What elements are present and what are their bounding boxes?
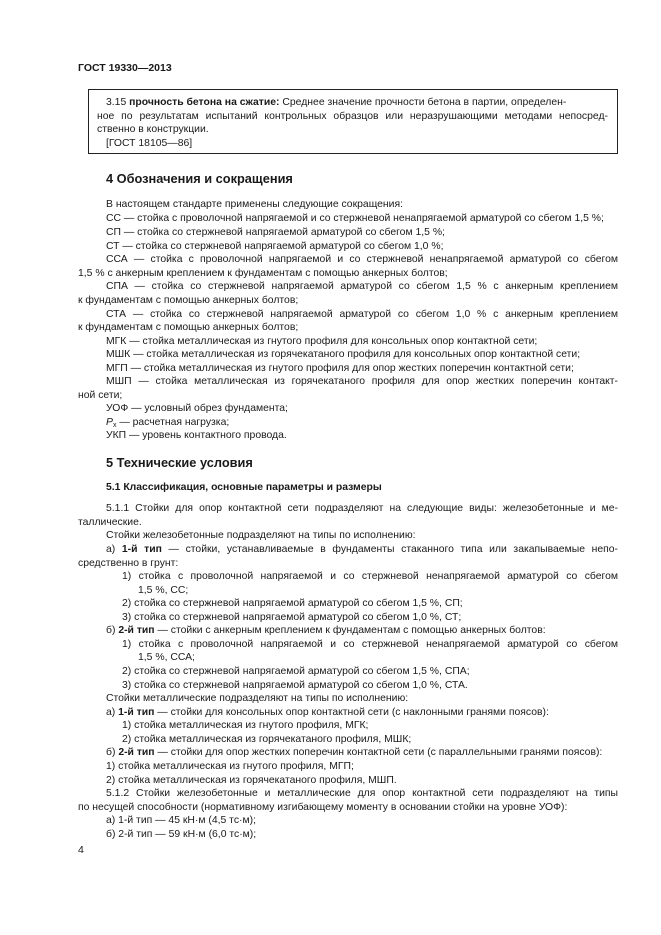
- abbr-item: МГК — стойка металлическая из гнутого профиля для консольных опор контактной сети;: [106, 336, 538, 347]
- abbr-item: СТ — стойка со стержневой напрягаемой арматурой со сбегом 1,0 %;: [106, 241, 444, 252]
- abbr-item: МШП — стойка металлическая из горячекатаного профиля для опор жестких поперечин контакт-: [106, 376, 618, 387]
- document-header: ГОСТ 19330—2013: [78, 62, 172, 74]
- definition-line-1: 3.15 прочность бетона на сжатие: Среднее значение прочности бетона в партии, определен-: [106, 97, 567, 108]
- list-item-a: а) 1-й тип — стойки для консольных опор контактной сети (с наклонными гранями поясов):: [106, 707, 549, 718]
- definition-line-3: ственно в конструкции.: [97, 124, 209, 135]
- definition-reference: [ГОСТ 18105—86]: [106, 138, 193, 149]
- list-item-b: б) 2-й тип — стойки для опор жестких поперечин контактной сети (с параллельными гранями поясов):: [106, 747, 603, 758]
- abbr-item: СТА — стойка со стержневой напрягаемой арматурой со сбегом 1,0 % с анкерным креплением: [106, 309, 618, 320]
- abbr-item: СС — стойка с проволочной напрягаемой и со стержневой ненапрягаемой арматурой со сбегом 1,5 %;: [106, 213, 604, 224]
- type-item: а) 1-й тип — 45 кН·м (4,5 тс·м);: [106, 815, 256, 826]
- list-item-b: б) 2-й тип — стойки с анкерным креплением к фундаментам с помощью анкерных болтов:: [106, 625, 546, 636]
- sub-list-item-cont: 1,5 %, СС;: [138, 585, 189, 596]
- paragraph-line: таллические.: [78, 517, 142, 528]
- abbr-item-cont: 1,5 % с анкерным креплением к фундаментам с помощью анкерных болтов;: [78, 268, 448, 279]
- abbr-item-px: $P_x$ — расчетная нагрузка;: [106, 417, 230, 429]
- sub-list-item: 2) стойка металлическая из горячекатаного профиля, МШК;: [122, 734, 412, 745]
- sub-list-item: 2) стойка металлическая из горячекатаного профиля, МШП.: [106, 775, 397, 786]
- paragraph-line: по несущей способности (нормативному изгибающему моменту в основании стойки на уровне УОФ):: [78, 802, 568, 813]
- section-5-title: 5 Технические условия: [106, 455, 253, 470]
- type-item: б) 2-й тип — 59 кН·м (6,0 тс·м);: [106, 829, 257, 840]
- sub-list-item: 2) стойка со стержневой напрягаемой арматурой со сбегом 1,5 %, СП;: [122, 598, 463, 609]
- sub-list-item: 3) стойка со стержневой напрягаемой арматурой со сбегом 1,0 %, СТА.: [122, 680, 468, 691]
- paragraph-line: Стойки металлические подразделяют на типы по исполнению:: [106, 693, 409, 704]
- abbr-item-cont: к фундаментам с помощью анкерных болтов;: [78, 322, 299, 333]
- list-item-cont: средственно в грунт:: [78, 558, 179, 569]
- sub-list-item: 1) стойка металлическая из гнутого профиля, МГК;: [122, 720, 369, 731]
- sub-list-item: 1) стойка металлическая из гнутого профиля, МГП;: [106, 761, 354, 772]
- sub-list-item: 1) стойка с проволочной напрягаемой и со стержневой ненапрягаемой арматурой со сбегом: [122, 639, 618, 650]
- abbr-item: СП — стойка со стержневой напрягаемой арматурой со сбегом 1,5 %;: [106, 227, 445, 238]
- page-number: 4: [78, 844, 84, 856]
- sub-list-item: 3) стойка со стержневой напрягаемой арматурой со сбегом 1,0 %, СТ;: [122, 612, 462, 623]
- abbr-item-cont: ной сети;: [78, 390, 123, 401]
- abbr-item: СПА — стойка со стержневой напрягаемой арматурой со сбегом 1,5 % с анкерным креплением: [106, 281, 618, 292]
- abbr-item: ССА — стойка с проволочной напрягаемой и со стержневой ненапрягаемой арматурой со сбегом: [106, 254, 618, 265]
- sub-list-item: 2) стойка со стержневой напрягаемой арматурой со сбегом 1,5 %, СПА;: [122, 666, 470, 677]
- abbr-item-cont: к фундаментам с помощью анкерных болтов;: [78, 295, 299, 306]
- abbr-item: МГП — стойка металлическая из гнутого профиля для опор жестких поперечин контактной сети;: [106, 363, 574, 374]
- paragraph-line: 5.1.1 Стойки для опор контактной сети подразделяют на следующие виды: железобетонные и ме-: [106, 503, 618, 514]
- sub-list-item: 1) стойка с проволочной напрягаемой и со стержневой ненапрягаемой арматурой со сбегом: [122, 571, 618, 582]
- paragraph-line: Стойки железобетонные подразделяют на типы по исполнению:: [106, 530, 416, 541]
- definition-term: прочность бетона на сжатие:: [129, 97, 280, 108]
- list-item-a: а) 1-й тип — стойки, устанавливаемые в фундаменты стаканного типа или закапываемые непо-: [106, 544, 618, 555]
- subsection-title: 5.1 Классификация, основные параметры и размеры: [106, 482, 382, 493]
- abbr-item: УОФ — условный обрез фундамента;: [106, 403, 288, 414]
- abbr-item: УКП — уровень контактного провода.: [106, 430, 287, 441]
- section-4-intro: В настоящем стандарте применены следующие сокращения:: [106, 199, 403, 210]
- abbr-item: МШК — стойка металлическая из горячекатаного профиля для консольных опор контактной сети;: [106, 349, 581, 360]
- paragraph-line: 5.1.2 Стойки железобетонные и металлические для опор контактной сети подразделяют на типы: [106, 788, 618, 799]
- section-4-title: 4 Обозначения и сокращения: [106, 171, 293, 186]
- definition-line-2: ное по результатам испытаний контрольных образцов или неразрушающими методами непосред-: [97, 111, 608, 122]
- sub-list-item-cont: 1,5 %, ССА;: [138, 652, 195, 663]
